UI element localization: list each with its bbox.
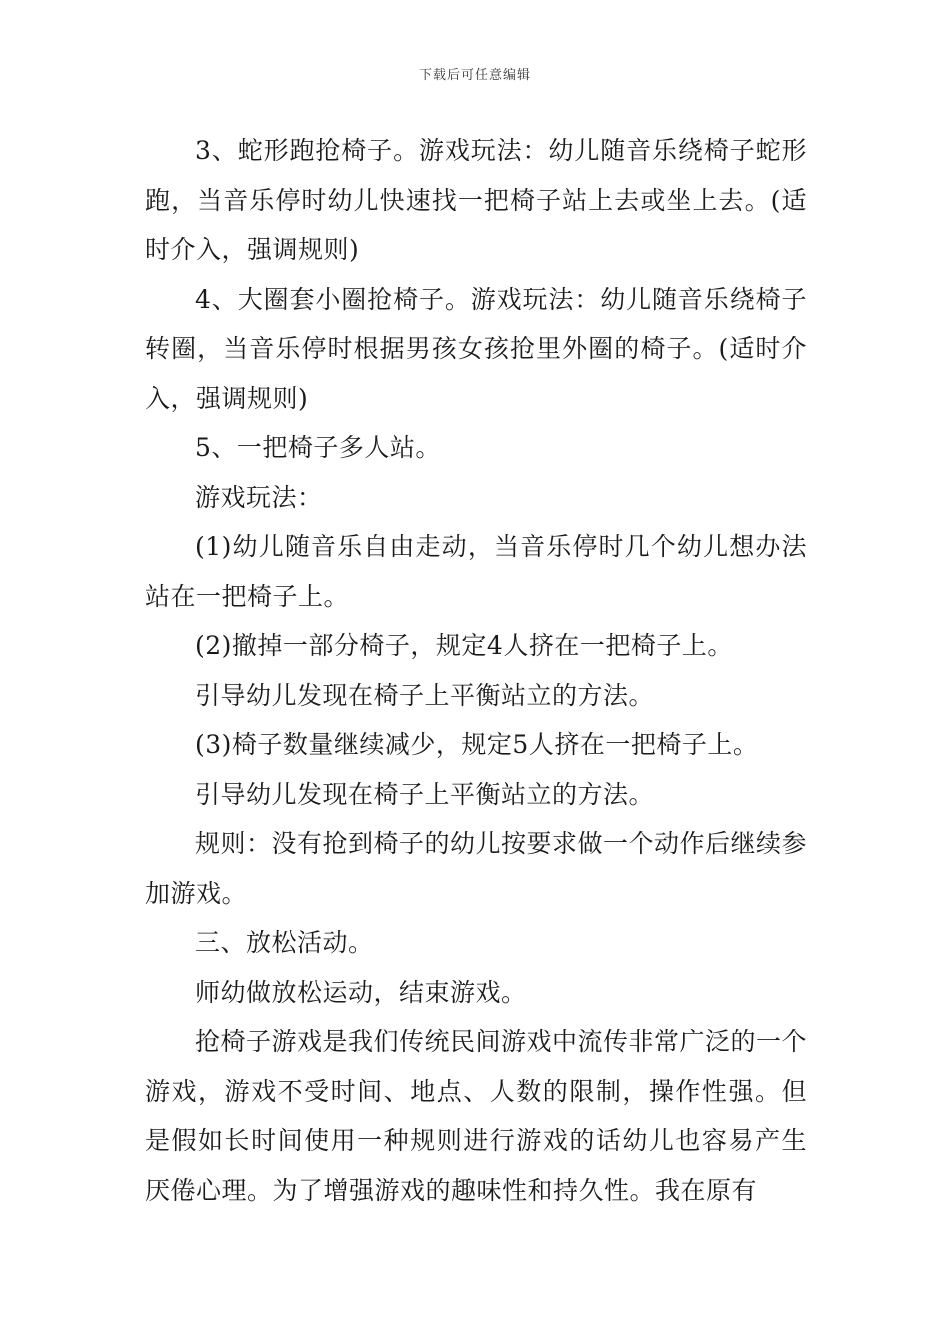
paragraph-game-4: 4、大圈套小圈抢椅子。游戏玩法：幼儿随音乐绕椅子转圈，当音乐停时根据男孩女孩抢里外圈的椅子。(适时介入，强调规则) xyxy=(145,284,807,413)
paragraph-relax-activity: 师幼做放松运动，结束游戏。 xyxy=(195,977,527,1007)
paragraph-step-2: (2)撤掉一部分椅子，规定4人挤在一把椅子上。 xyxy=(195,631,733,660)
paragraph-section-relax: 三、放松活动。 xyxy=(195,928,374,957)
paragraph-step-1: (1)幼儿随音乐自由走动，当音乐停时几个幼儿想办法站在一把椅子上。 xyxy=(145,532,807,611)
document-body xyxy=(145,126,807,1215)
paragraph-game-3: 3、蛇形跑抢椅子。游戏玩法：幼儿随音乐绕椅子蛇形跑，当音乐停时幼儿快速找一把椅子站上去或坐上去。(适时介入，强调规则) xyxy=(145,136,807,264)
page-header: 下载后可任意编辑 xyxy=(418,68,531,83)
paragraph-reflection: 抢椅子游戏是我们传统民间游戏中流传非常广泛的一个游戏，游戏不受时间、地点、人数的限制，操作性强。但是假如长时间使用一种规则进行游戏的话幼儿也容易产生厌倦心理。为了增强游戏的趣味性和持久性。我在原有 xyxy=(145,1027,808,1205)
paragraph-guide-1: 引导幼儿发现在椅子上平衡站立的方法。 xyxy=(195,680,655,710)
paragraph-guide-2: 引导幼儿发现在椅子上平衡站立的方法。 xyxy=(195,779,655,809)
paragraph-rules: 规则：没有抢到椅子的幼儿按要求做一个动作后继续参加游戏。 xyxy=(145,829,808,908)
paragraph-game-method-label: 游戏玩法： xyxy=(195,482,323,512)
paragraph-step-3: (3)椅子数量继续减少，规定5人挤在一把椅子上。 xyxy=(195,730,759,759)
paragraph-game-5-title: 5、一把椅子多人站。 xyxy=(195,433,441,462)
